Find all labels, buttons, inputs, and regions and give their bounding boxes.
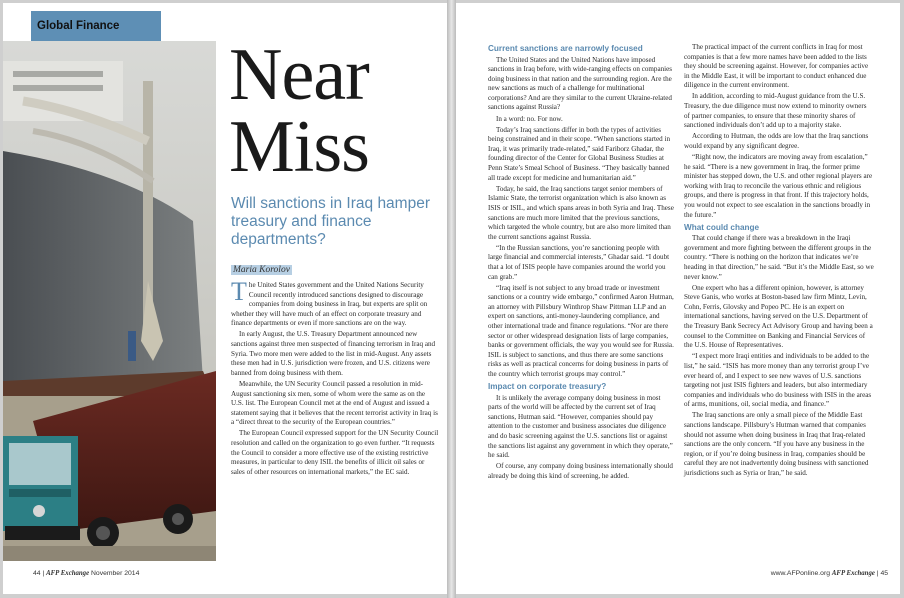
page-number: 45 [880,570,888,577]
body-paragraph: “Right now, the indicators are moving away from escalation,” he said. “There is a new government in Iraq, the former prime minister has stepped down, the U.S. and other regional players are working with Iraq to reconcile the various ethnic and religious groups, and there is progress in that front. If this trajectory holds, you would not expect to see escalation in the sanctions broadly in the future.” [684,153,873,219]
left-footer: 44 | AFP Exchange November 2014 [33,570,140,577]
title-line-1: Near [229,34,369,116]
website-url: www.AFPonline.org [770,570,830,577]
page-gutter [447,0,456,598]
body-paragraph: Today’s Iraq sanctions differ in both the types of activities being constrained and in their scope. “When sanctions started in Iraq, it was primarily trade-related,” said Fariborz Ghadar, the founding director of the Center for Global Business Studies at Penn State’s Smeal School of Business. “They basically banned all trade except for medicine and humanitarian aid.” [488,125,671,182]
section-heading: What could change [684,222,760,232]
publication-name: AFP Exchange [46,570,90,577]
body-paragraph: Today, he said, the Iraq sanctions target senior members of Islamic State, the terrorist organization which is also known as ISIS or ISIL, and which spans areas in both Syria and Iraq. These sanctions are much more limited that the previous sanctions, which targeted the whole country, but are also more limited than the current sanctions against Russia. [488,184,674,241]
drop-cap: T [231,277,247,306]
body-paragraph: Meanwhile, the UN Security Council passed a resolution in mid-August sanctioning six men, some of whom were the same as on the U.S. list. The European Council met at the end of August and issued a statement saying that it believes that the recent terrorist activity in Iraq is a “direct threat to the security of the European countries.” [231,379,438,427]
body-paragraph: The European Council expressed support for the UN Security Council resolution and called on the organization to go even further. “It requests the Council to consider a more effective use of the existing restrictive measures, in particular to deny ISIL the benefits of illicit oil sales or sales of other resources on international markets,” the EC said. [231,429,439,476]
body-paragraph: “In the Russian sanctions, you’re sanctioning people with large financial and commercial interests,” Ghadar said. “I doubt that a lot of ISIS people have companies around the world you can grab.” [488,243,670,281]
page-number: 44 [33,570,41,577]
body-paragraph: In a word: no. For now. [496,114,563,123]
issue-date: November 2014 [91,570,140,577]
body-paragraph: In addition, according to mid-August guidance from the U.S. Treasury, the due diligence must now extend to minority owners of partner companies, to ensure that these minority shares of sanctioned individuals don’t add up to a majority stake. [684,92,867,130]
title-line-2: Miss [229,106,369,188]
right-body-column-2 [684,43,874,480]
author-byline [231,265,292,275]
right-footer: www.AFPonline.org AFP Exchange | 45 [770,570,888,577]
publication-name: AFP Exchange [831,570,875,577]
body-paragraph: “Iraq itself is not subject to any broad trade or investment sanctions or a country wide embargo,” confirmed Aaron Hutman, an attorney with Pillsbury Winthrop Shaw Pittman LLP and an expert on sanctions, anti-money-laundering compliance, and other international trade and finance regulations. “Nor are there sector or other widespread designation lists of large companies, banks or government officials, the way you would see for Russia. ISIL is subject to sanctions, and thus there are some sanctions risks as well as practical concerns for doing business in parts of the country which terrorist groups may control.” [488,283,674,378]
body-paragraph: In early August, the U.S. Treasury Department announced new sanctions against three men suspected of financing terrorism in Iraq and Syria. Two more men were added to the list in mid-August. Any assets these men had in U.S. jurisdiction were frozen, and U.S. citizens were banned from doing business with them. [231,330,436,377]
right-page [456,3,900,594]
body-paragraph: One expert who has a different opinion, however, is attorney Steve Ganis, who works at Boston-based law firm Mintz, Levin, Cohn, Ferris, Glovsky and Popeo PC. He is an expert on international sanctions, having served on the U.S. Department of the Treasury Bank Secrecy Act Advisory Group and having been a counsel to the Committee on Banking and Financial Services of the U.S. House of Representatives. [684,283,873,350]
body-paragraph: Of course, any company doing business internationally should already be doing this kind of screening, he added. [488,462,673,480]
author-name: Maria Korolov [233,265,290,275]
body-paragraph: That could change if there was a breakdown in the Iraqi government and more fighting between the different groups in the country. “There is nothing on the horizon that indicates we’re heading in that direction,” he said. “But it’s the Middle East, so we never know.” [684,234,874,281]
left-page [3,3,447,594]
body-paragraph: It is unlikely the average company doing business in most parts of the world will be affected by the current set of Iraq sanctions, Hutman said. “However, companies should pay attention to the customer and business associates due diligence and do basic screening against the U.S. sanctions list or against the sanctions list against any government in which they operate,” he said. [488,393,673,460]
article-subtitle: Will sanctions in Iraq hamper treasury and finance departments? [231,195,430,248]
body-paragraph: The United States and the United Nations have imposed sanctions in Iraq before, with wide-ranging effects on companies doing business in that nation and the surrounding region. Are the new sanctions as much of a challenge for multinational corporations? And are they similar to the current Ukraine-related sanctions against Russia? [488,55,673,112]
section-heading: Impact on corporate treasury? [488,382,607,392]
body-paragraph: The practical impact of the current conflicts in Iraq for most companies is that a few more names have been added to the lists they should be screening against. However, for companies active in the Middle East, it will be important to conduct enhanced due diligence in the current environment. [684,43,869,90]
left-body-column [231,277,439,479]
cargo-ship-truck-photo [3,41,216,561]
body-paragraph: According to Hutman, the odds are low that the Iraq sanctions would expand by any significant degree. [684,132,869,150]
right-body-column-1 [488,43,674,483]
section-tag: Global Finance [31,11,161,41]
body-paragraph: “I expect more Iraqi entities and individuals to be added to the list,” he said. “ISIS has more money than any terrorist group I’ve ever heard of, and I expect to see new waves of U.S. sanctions targeting not just ISIS fighters and leaders, but also intermediary companies and individuals who do business with ISIS in the areas of arms, munitions, oil, social media, and finance.” [684,352,872,409]
body-paragraph: The Iraq sanctions are only a small piece of the Middle East sanctions landscape. Pillsbury’s Hutman warned that companies should not assume when doing business in Iraq that Iraq-related sanctions are the only concern. “If you have any business in the region, or if you’re doing business in Iraq, companies should be careful they are not inadvertently doing business with sanctioned jurisdictions such as Syria or Iran,” he said. [684,411,869,477]
section-heading: Current sanctions are narrowly focused [488,44,643,53]
article-title [229,34,369,188]
body-paragraph: The United States government and the United Nations Security Council recently introduced sanctions designed to discourage companies from doing business in Iraq, but experts are split on whether they will have much of an effect on corporate treasury and finance departments or even if more sanctions are on the way. [231,277,428,328]
